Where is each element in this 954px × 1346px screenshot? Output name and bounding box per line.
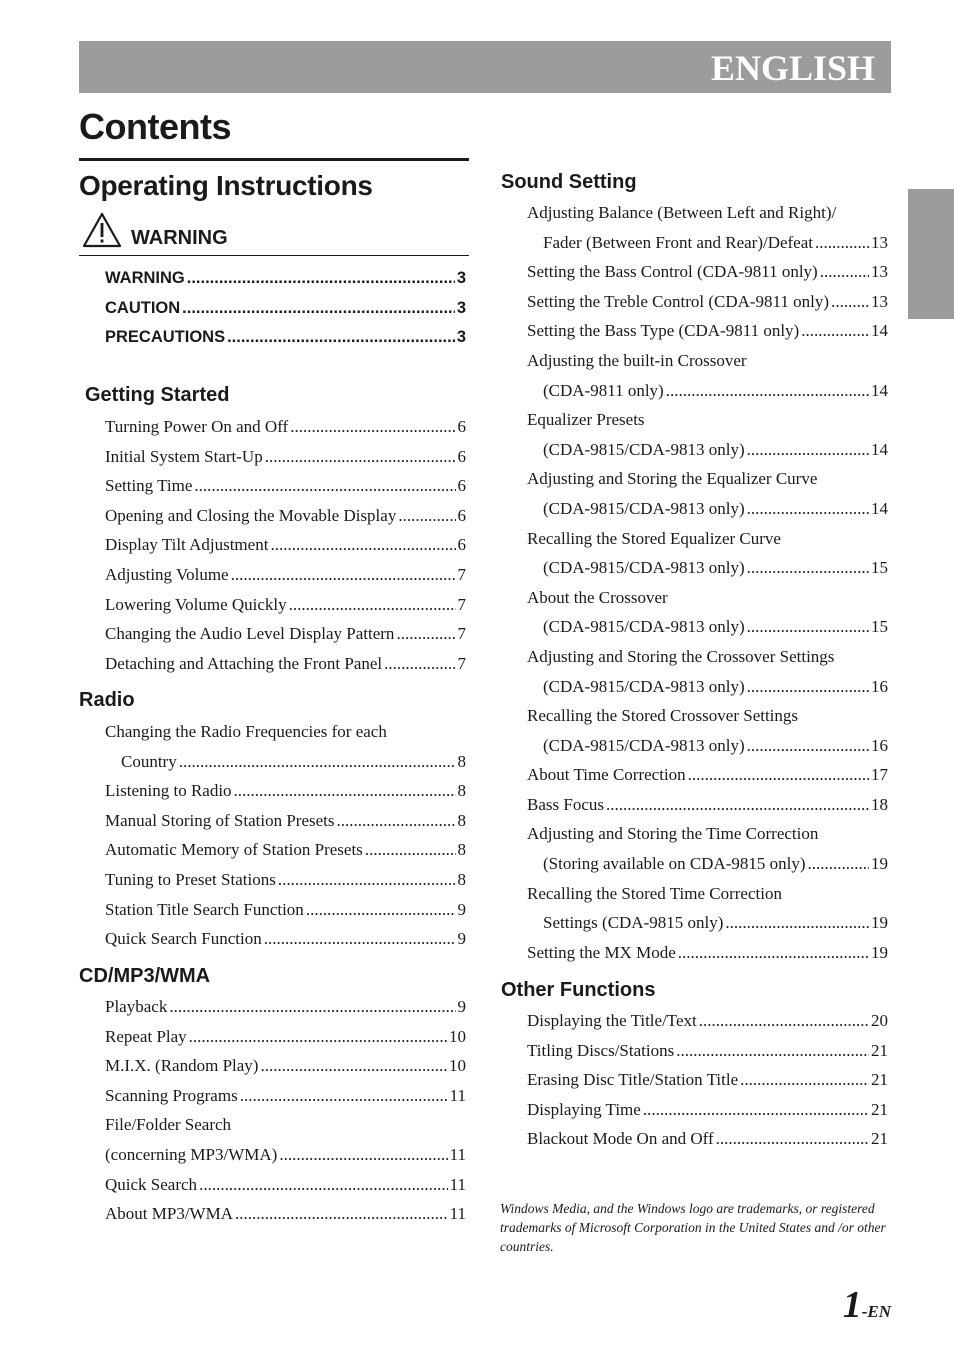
toc-dot-leader	[820, 257, 869, 287]
toc-dot-leader	[676, 1036, 869, 1066]
warning-heading: WARNING	[131, 227, 228, 249]
toc-entry	[527, 376, 888, 406]
toc-dot-leader	[688, 760, 869, 790]
toc-dot-leader	[235, 1199, 448, 1229]
toc-entry	[105, 747, 466, 777]
toc-entry	[527, 672, 888, 702]
toc-entry	[105, 865, 466, 895]
toc-dot-leader	[747, 731, 869, 761]
language-header-bar	[79, 41, 891, 93]
toc-entry-title: Manual Storing of Station Presets	[105, 810, 335, 830]
toc-entry	[105, 442, 466, 472]
toc-entry-title: Titling Discs/Stations	[527, 1040, 675, 1060]
toc-entry-page: 21	[871, 1040, 888, 1060]
toc-entry-title: Adjusting Volume	[105, 564, 229, 584]
toc-entry-title: Turning Power On and Off	[105, 417, 289, 436]
toc-entry	[105, 1110, 466, 1140]
toc-entry	[527, 553, 888, 583]
page-number-suffix: -EN	[861, 1302, 891, 1321]
toc-dot-leader	[643, 1095, 869, 1125]
toc-entry-title: M.I.X. (Random Play)	[105, 1056, 259, 1076]
toc-entry-title: Initial System Start-Up	[105, 446, 263, 466]
toc-entry	[105, 323, 466, 353]
toc-entry	[105, 294, 466, 324]
toc-entry	[105, 590, 466, 620]
toc-entry-title: Erasing Disc Title/Station Title	[527, 1070, 739, 1090]
toc-dot-leader	[747, 435, 869, 465]
toc-entry-title: Displaying Time	[527, 1099, 641, 1119]
language-label: ENGLISH	[710, 48, 875, 88]
toc-entry	[527, 1095, 888, 1125]
section-heading-cd-mp3-wma: CD/MP3/WMA	[79, 965, 211, 987]
trademark-footnote: Windows Media, and the Windows logo are trademarks, or registered trademarks of Microsoft Corporation in the United States and /or other countries.	[500, 1201, 886, 1254]
section-heading-sound-setting: Sound Setting	[501, 171, 637, 193]
toc-dot-leader	[365, 835, 456, 865]
toc-entry-title: Setting Time	[105, 476, 193, 496]
toc-dot-leader	[194, 471, 455, 501]
toc-entry	[105, 264, 466, 294]
toc-dot-leader	[699, 1006, 869, 1036]
toc-entry-title: Opening and Closing the Movable Display	[105, 505, 397, 525]
toc-entry	[105, 1199, 466, 1229]
toc-entry-title: (CDA-9815/CDA-9813 only)	[543, 498, 745, 518]
toc-entry-page: 6	[457, 476, 466, 496]
toc-entry-page: 16	[871, 676, 888, 696]
toc-entry-page: 7	[457, 564, 466, 584]
toc-dot-leader	[260, 1051, 447, 1081]
toc-entry	[105, 776, 466, 806]
toc-entry-page: 16	[871, 735, 888, 755]
toc-entry-page: 3	[456, 328, 466, 347]
section-heading-radio: Radio	[79, 689, 135, 711]
toc-entry	[105, 806, 466, 836]
warning-list	[105, 264, 466, 353]
toc-entry	[105, 471, 466, 501]
toc-entry-title: Setting the MX Mode	[527, 942, 676, 962]
toc-dot-leader	[815, 228, 869, 258]
toc-dot-leader	[398, 501, 455, 531]
toc-entry-title: (CDA-9815/CDA-9813 only)	[543, 558, 745, 578]
page-number-value: 1	[842, 1284, 862, 1326]
toc-dot-leader	[199, 1170, 448, 1200]
toc-entry-title: About MP3/WMA	[105, 1204, 233, 1224]
toc-entry-page: 9	[457, 997, 466, 1016]
toc-entry-page: 8	[457, 751, 466, 771]
toc-entry	[527, 287, 888, 317]
toc-entry-page: 10	[449, 1056, 466, 1076]
toc-entry-title: Adjusting Balance (Between Left and Right)/	[527, 203, 837, 222]
toc-entry-title: (CDA-9815/CDA-9813 only)	[543, 735, 745, 755]
toc-entry	[527, 642, 888, 672]
toc-entry-title: Station Title Search Function	[105, 899, 304, 919]
toc-entry-title: Scanning Programs	[105, 1085, 238, 1105]
toc-entry-title: (CDA-9815/CDA-9813 only)	[543, 439, 745, 459]
toc-entry-page: 13	[871, 262, 888, 282]
toc-dot-leader	[289, 590, 456, 620]
toc-entry-page: 6	[457, 535, 466, 555]
toc-entry	[527, 464, 888, 494]
toc-entry	[105, 992, 466, 1022]
page-number	[843, 1282, 891, 1336]
toc-entry-page: 7	[457, 594, 466, 614]
toc-entry-page: 9	[457, 899, 466, 919]
toc-entry	[105, 412, 466, 442]
toc-entry	[527, 405, 888, 435]
toc-entry-page: 6	[457, 417, 466, 436]
toc-dot-leader	[801, 316, 869, 346]
toc-dot-leader	[740, 1065, 869, 1095]
toc-entry	[527, 316, 888, 346]
toc-dot-leader	[831, 287, 869, 317]
toc-entry-title: Settings (CDA-9815 only)	[543, 913, 724, 933]
toc-entry-page: 17	[871, 765, 888, 785]
toc-dot-leader	[808, 849, 869, 879]
toc-entry-page: 13	[871, 232, 888, 252]
toc-entry	[527, 760, 888, 790]
other-functions-list	[527, 1006, 888, 1154]
section-side-tab	[908, 189, 954, 319]
section-heading-getting-started: Getting Started	[85, 384, 230, 406]
toc-entry-page: 8	[457, 781, 466, 801]
sound-setting-list	[527, 198, 888, 967]
toc-dot-leader	[666, 376, 869, 406]
toc-entry	[105, 1170, 466, 1200]
toc-dot-leader	[606, 790, 869, 820]
toc-entry-title: Recalling the Stored Equalizer Curve	[527, 528, 781, 548]
toc-dot-leader	[231, 560, 456, 590]
toc-entry-title: (concerning MP3/WMA)	[105, 1144, 278, 1164]
toc-entry	[527, 938, 888, 968]
toc-dot-leader	[270, 530, 455, 560]
cd-mp3-wma-list	[105, 992, 466, 1229]
toc-entry-title: (Storing available on CDA-9815 only)	[543, 854, 806, 874]
toc-entry-page: 11	[449, 1204, 466, 1224]
toc-entry-page: 21	[871, 1129, 888, 1149]
toc-entry-page: 19	[871, 913, 888, 933]
toc-entry-page: 6	[457, 446, 466, 466]
toc-entry	[527, 908, 888, 938]
toc-dot-leader	[264, 924, 456, 954]
toc-entry	[105, 560, 466, 590]
toc-entry-page: 8	[457, 810, 466, 830]
toc-entry-page: 21	[871, 1070, 888, 1090]
toc-entry-page: 9	[457, 929, 466, 949]
toc-dot-leader	[678, 938, 869, 968]
toc-entry	[527, 1006, 888, 1036]
warning-triangle-icon	[82, 212, 122, 248]
toc-dot-leader	[189, 1022, 447, 1052]
toc-entry	[527, 612, 888, 642]
toc-dot-leader	[179, 747, 456, 777]
toc-entry	[105, 619, 466, 649]
toc-entry	[105, 1140, 466, 1170]
toc-entry	[105, 1081, 466, 1111]
toc-entry-page: 8	[457, 840, 466, 860]
toc-entry-title: Adjusting and Storing the Time Correction	[527, 824, 819, 844]
toc-entry-page: 18	[871, 794, 888, 814]
toc-entry-page: 21	[871, 1099, 888, 1119]
toc-entry-page: 14	[871, 380, 888, 400]
toc-entry-title: PRECAUTIONS	[105, 328, 226, 347]
toc-dot-leader	[306, 895, 456, 925]
toc-entry-title: Equalizer Presets	[527, 410, 645, 430]
toc-entry-title: Displaying the Title/Text	[527, 1011, 697, 1030]
toc-entry-page: 10	[449, 1026, 466, 1046]
toc-entry-title: File/Folder Search	[105, 1115, 232, 1135]
toc-entry-title: Adjusting the built-in Crossover	[527, 350, 747, 370]
toc-entry	[527, 583, 888, 613]
toc-dot-leader	[747, 612, 869, 642]
toc-entry-title: Quick Search	[105, 1174, 198, 1194]
toc-entry-title: (CDA-9815/CDA-9813 only)	[543, 617, 745, 637]
toc-entry-title: Adjusting and Storing the Crossover Settings	[527, 646, 835, 666]
toc-dot-leader	[747, 494, 869, 524]
toc-entry-page: 7	[457, 653, 466, 673]
toc-entry	[105, 717, 466, 747]
toc-entry	[527, 731, 888, 761]
toc-entry-page: 11	[449, 1085, 466, 1105]
toc-entry	[105, 530, 466, 560]
toc-entry	[527, 849, 888, 879]
toc-entry-title: Recalling the Stored Crossover Settings	[527, 706, 799, 726]
toc-dot-leader	[290, 412, 455, 442]
toc-entry-page: 14	[871, 321, 888, 341]
toc-entry	[527, 819, 888, 849]
toc-dot-leader	[187, 264, 455, 294]
toc-entry	[527, 524, 888, 554]
toc-entry-page: 20	[871, 1011, 888, 1030]
toc-entry-title: Tuning to Preset Stations	[105, 869, 276, 889]
toc-entry	[105, 895, 466, 925]
section-heading-other-functions: Other Functions	[501, 979, 656, 1001]
toc-entry-page: 7	[457, 624, 466, 644]
toc-entry	[105, 501, 466, 531]
toc-entry-title: Changing the Audio Level Display Pattern	[105, 624, 395, 644]
toc-dot-leader	[396, 619, 455, 649]
toc-entry	[527, 701, 888, 731]
toc-entry-title: (CDA-9815/CDA-9813 only)	[543, 676, 745, 696]
toc-entry-title: Country	[121, 751, 177, 771]
toc-entry-page: 6	[457, 505, 466, 525]
toc-entry-title: Repeat Play	[105, 1026, 187, 1046]
toc-entry-title: Listening to Radio	[105, 781, 232, 801]
toc-entry	[527, 879, 888, 909]
toc-entry	[527, 494, 888, 524]
toc-entry-title: Automatic Memory of Station Presets	[105, 840, 363, 860]
operating-instructions-heading: Operating Instructions	[79, 170, 373, 201]
toc-entry-title: Display Tilt Adjustment	[105, 535, 269, 555]
toc-dot-leader	[182, 294, 455, 324]
toc-dot-leader	[278, 865, 456, 895]
toc-entry-title: Changing the Radio Frequencies for each	[105, 722, 387, 741]
toc-entry-title: CAUTION	[105, 298, 181, 317]
toc-entry-title: Fader (Between Front and Rear)/Defeat	[543, 232, 813, 252]
toc-entry	[527, 1124, 888, 1154]
toc-entry-title: Setting the Bass Type (CDA-9811 only)	[527, 321, 800, 341]
toc-dot-leader	[240, 1081, 448, 1111]
toc-entry-page: 13	[871, 291, 888, 311]
toc-entry-title: Playback	[105, 997, 168, 1016]
toc-entry-page: 19	[871, 854, 888, 874]
toc-entry-page: 8	[457, 869, 466, 889]
toc-entry	[527, 790, 888, 820]
toc-entry-title: Setting the Treble Control (CDA-9811 only)	[527, 291, 830, 311]
toc-entry-title: Bass Focus	[527, 794, 604, 814]
toc-dot-leader	[227, 323, 455, 353]
toc-entry-title: WARNING	[105, 269, 185, 287]
toc-entry-title: About Time Correction	[527, 765, 686, 785]
toc-entry-title: Recalling the Stored Time Correction	[527, 883, 782, 903]
toc-dot-leader	[169, 992, 455, 1022]
toc-entry-title: About the Crossover	[527, 587, 668, 607]
toc-entry	[527, 228, 888, 258]
toc-entry-page: 14	[871, 498, 888, 518]
toc-entry	[105, 835, 466, 865]
toc-entry	[105, 1051, 466, 1081]
toc-entry	[105, 924, 466, 954]
toc-entry-title: Blackout Mode On and Off	[527, 1129, 714, 1149]
toc-entry-page: 15	[871, 617, 888, 637]
toc-entry-title: (CDA-9811 only)	[543, 380, 664, 400]
toc-entry	[105, 1022, 466, 1052]
toc-entry	[527, 435, 888, 465]
title-divider	[79, 158, 469, 161]
toc-entry-title: Quick Search Function	[105, 929, 262, 949]
toc-entry	[527, 1036, 888, 1066]
toc-entry-title: Setting the Bass Control (CDA-9811 only)	[527, 262, 818, 282]
toc-dot-leader	[725, 908, 869, 938]
toc-entry	[527, 1065, 888, 1095]
toc-entry-page: 11	[449, 1144, 466, 1164]
toc-entry	[527, 198, 888, 228]
toc-entry-page: 11	[449, 1174, 466, 1194]
page-title: Contents	[79, 106, 231, 147]
toc-entry	[105, 649, 466, 679]
getting-started-list	[105, 412, 466, 678]
toc-dot-leader	[747, 553, 869, 583]
toc-entry-title: Detaching and Attaching the Front Panel	[105, 653, 383, 673]
toc-entry-page: 19	[871, 942, 888, 962]
toc-entry-page: 3	[456, 269, 466, 287]
toc-entry-page: 15	[871, 558, 888, 578]
radio-list	[105, 717, 466, 954]
toc-entry	[527, 257, 888, 287]
toc-dot-leader	[716, 1124, 869, 1154]
toc-dot-leader	[279, 1140, 447, 1170]
toc-entry	[527, 346, 888, 376]
toc-entry-page: 14	[871, 439, 888, 459]
toc-entry-title: Adjusting and Storing the Equalizer Curve	[527, 469, 818, 489]
warning-divider	[79, 255, 469, 256]
toc-entry-title: Lowering Volume Quickly	[105, 594, 287, 614]
toc-dot-leader	[234, 776, 456, 806]
toc-dot-leader	[336, 806, 455, 836]
toc-dot-leader	[384, 649, 455, 679]
toc-dot-leader	[747, 672, 869, 702]
toc-dot-leader	[265, 442, 456, 472]
toc-entry-page: 3	[456, 298, 466, 317]
